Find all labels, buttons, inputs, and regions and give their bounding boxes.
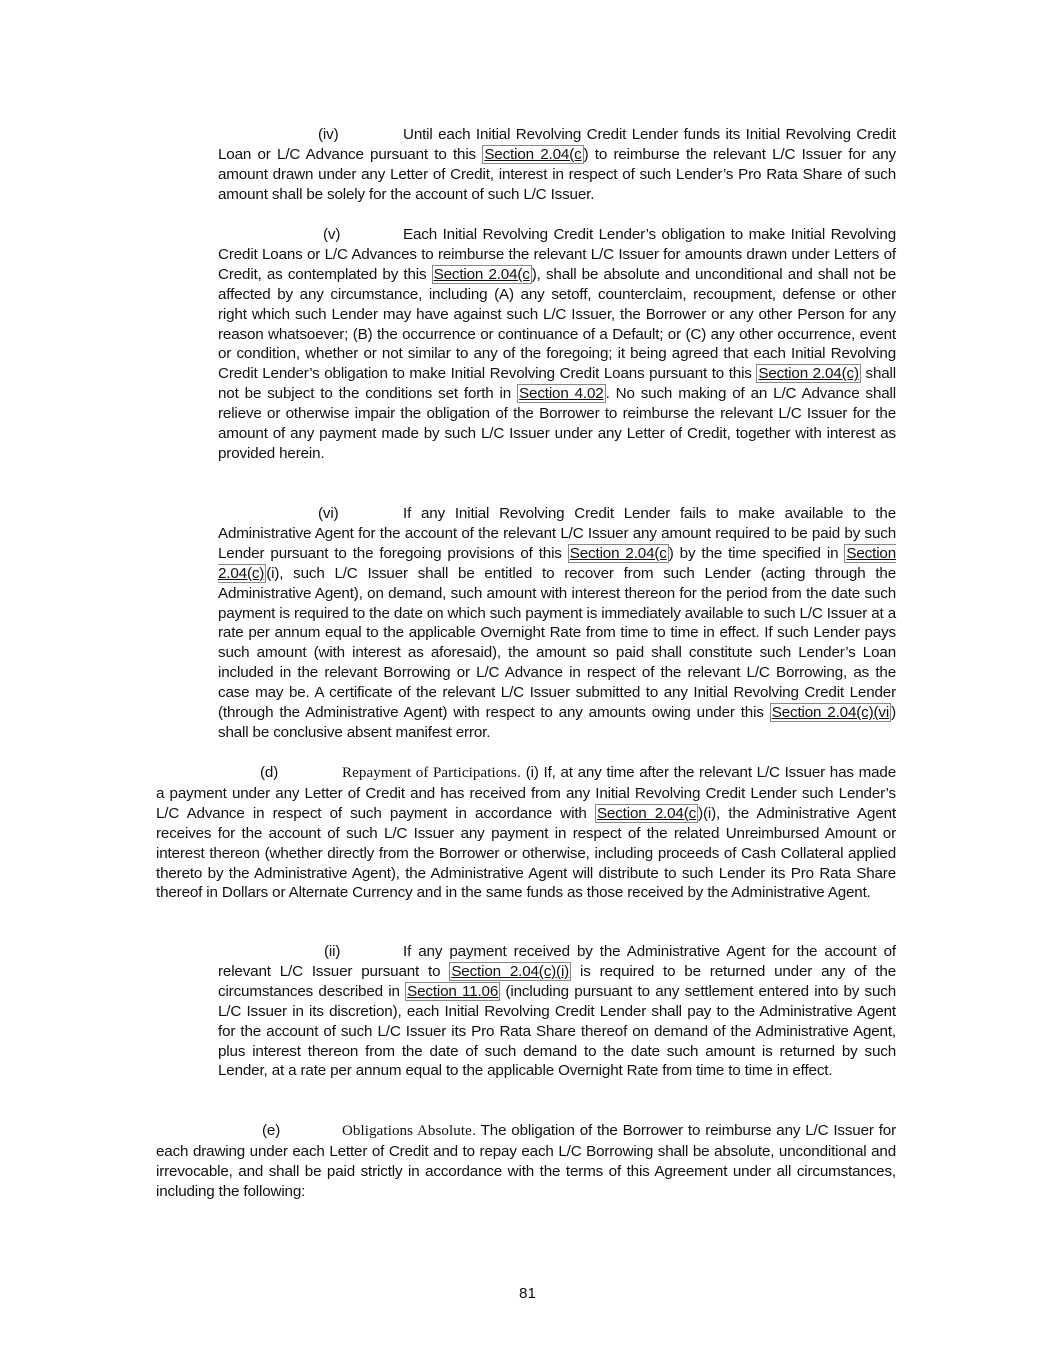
section-link[interactable]: Section 2.04(c)(vi (771, 704, 890, 722)
section-link[interactable]: Section 4.02 (519, 385, 604, 403)
paragraph-number: (e) (262, 1122, 281, 1139)
caption-obligations-absolute: Obligations Absolute (342, 1123, 472, 1139)
page-number: 81 (519, 1285, 536, 1302)
section-link[interactable]: Section 2.04(c (433, 265, 530, 283)
paragraph-d: (d) Repayment of Participations. (i) If, at any time after the relevant L/C Issuer has made a payment under any Letter of Credit and has received from any Initial Revolving Credit Lender such Lender’s L/C Advance in respect of such payment in accordance with Section 2.04(c )(i), the Administrative Agent receives for the account of such L/C Issuer any payment in respect of the related Unreimbursed Amount or interest thereon (whether directly from the Borrower or otherwise, including proceeds of Cash Collateral applied thereto by the Administrative Agent), the Administrative Agent will distribute to such Lender its Pro Rata Share thereof in Dollars or Alternate Currency and in the same funds as those received by the Administrative Agent. (156, 764, 896, 902)
paragraph-number: (ii) (324, 943, 341, 960)
section-link[interactable]: Section 2.04(c)(i) (451, 962, 570, 980)
section-link[interactable]: Section 2.04(c (484, 145, 582, 163)
section-link[interactable]: Section 2.04(c (596, 804, 697, 822)
paragraph-number: (vi) (318, 505, 339, 522)
paragraph-number: (iv) (318, 126, 339, 143)
section-link[interactable]: Section 11.06 (407, 982, 499, 1000)
section-link[interactable]: Section 2.04(c) (758, 365, 859, 383)
paragraph-vi: (vi) If any Initial Revolving Credit Lender fails to make available to the Administrative Agent for the account of the relevant L/C Issuer any amount required to be paid by such Lender pursuant to the foregoing provisions of this Section 2.04(c ) by the time specified in Section 2.04(c) (i), such L/C Issuer shall be entitled to recover from such Lender (acting through the Administrative Agent), on demand, such amount with interest thereon for the period from the date such payment is required to the date on which such payment is immediately available to such L/C Issuer at a rate per annum equal to the applicable Overnight Rate from time to time in effect. If such Lender pays such amount (with interest as aforesaid), the amount so paid shall constitute such Lender’s Loan included in the relevant Borrowing or L/C Advance in respect of the relevant L/C Borrowing, as the case may be. A certificate of the relevant L/C Issuer submitted to any Initial Revolving Credit Lender (through the Administrative Agent) with respect to any amounts owing under this Section 2.04(c)(vi ) shall be conclusive absent manifest error. (218, 505, 897, 741)
section-link[interactable]: Section 2.04(c) (218, 544, 897, 582)
paragraph-e: (e) Obligations Absolute. The obligation of the Borrower to reimburse any L/C Issuer for each drawing under each Letter of Credit and to repay each L/C Borrowing shall be absolute, unconditional and irrevocable, and shall be paid strictly in accordance with the terms of this Agreement under all circumstances, including the following: (156, 1122, 896, 1200)
paragraph-iv: (iv) Until each Initial Revolving Credit Lender funds its Initial Revolving Credit Loan or L/C Advance pursuant to this Section 2.04(c ) to reimburse the relevant L/C Issuer for any amount drawn under any Letter of Credit, interest in respect of such Lender’s Pro Rata Share of such amount shall be solely for the account of such L/C Issuer. (218, 126, 896, 203)
paragraph-number: (v) (323, 226, 341, 243)
section-link[interactable]: Section 2.04(c (569, 544, 667, 562)
paragraph-v: (v) Each Initial Revolving Credit Lender’s obligation to make Initial Revolving Credit Loans or L/C Advances to reimburse the relevant L/C Issuer for amounts drawn under Letters of Credit, as contemplated by this Section 2.04(c ), shall be absolute and unconditional and shall not be affected by any circumstance, including (A) any setoff, counterclaim, recoupment, defense or other right which such Lender may have against such L/C Issuer, the Borrower or any other Person for any reason whatsoever; (B) the occurrence or continuance of a Default; or (C) any other occurrence, event or condition, whether or not similar to any of the foregoing; it being agreed that each Initial Revolving Credit Lender’s obligation to make Initial Revolving Credit Loans pursuant to this Section 2.04(c) shall not be subject to the conditions set forth in Section 4.02 . No such making of an L/C Advance shall relieve or otherwise impair the obligation of the Borrower to reimburse the relevant L/C Issuer for the amount of any payment made by such L/C Issuer under any Letter of Credit, together with interest as provided herein. (218, 226, 897, 462)
paragraph-number: (d) (260, 764, 279, 781)
paragraph-ii: (ii) If any payment received by the Administrative Agent for the account of relevant L/C Issuer pursuant to Section 2.04(c)(i) is required to be returned under any of the circumstances described in Section 11.06 (including pursuant to any settlement entered into by such L/C Issuer in its discretion), each Initial Revolving Credit Lender shall pay to the Administrative Agent for the account of such L/C Issuer its Pro Rata Share thereof on demand of the Administrative Agent, plus interest thereon from the date of such demand to the date such amount is returned by such Lender, at a rate per annum equal to the applicable Overnight Rate from time to time in effect. (218, 943, 896, 1080)
caption-repayment-of-participations: Repayment of Participations (342, 765, 517, 781)
